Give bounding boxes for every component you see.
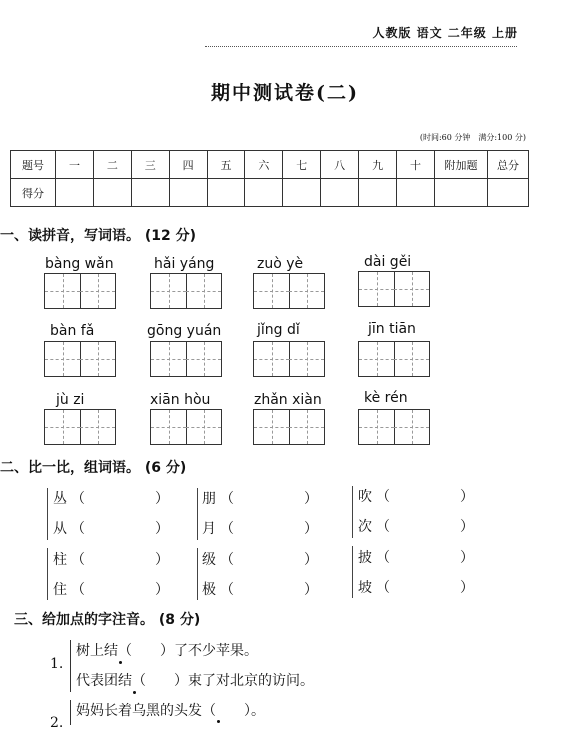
compare-char: 次 (358, 519, 372, 535)
compare-char: 丛 (53, 491, 67, 507)
pinyin-label: jǐng dǐ (257, 322, 300, 338)
group-bracket (47, 548, 48, 600)
answer-blank[interactable]: （ ） (71, 521, 169, 537)
compare-item (53, 518, 169, 538)
score-cell[interactable] (488, 179, 529, 207)
section-heading: 二、比一比，组词语。 (6 分) (0, 460, 187, 476)
compare-item (358, 516, 474, 536)
writing-grid[interactable] (150, 341, 222, 377)
score-cell[interactable] (245, 179, 283, 207)
score-cell[interactable] (131, 179, 169, 207)
score-cell[interactable] (93, 179, 131, 207)
section-heading: 三、给加点的字注音。 (8 分) (14, 612, 201, 628)
table-cell: 题号 (11, 151, 56, 179)
score-cell[interactable] (321, 179, 359, 207)
pinyin-label: bàn fǎ (50, 323, 95, 339)
fill-sentence[interactable]: 代表团结（ ）束了对北京的访问。 (76, 673, 314, 689)
compare-item (53, 579, 169, 599)
writing-grid[interactable] (358, 271, 430, 307)
answer-blank[interactable]: （ ） (376, 580, 474, 596)
compare-char: 极 (202, 582, 216, 598)
writing-grid[interactable] (253, 273, 325, 309)
emphasis-dot (217, 720, 220, 723)
question-number: 2. (50, 715, 64, 731)
answer-blank[interactable]: （ ） (71, 582, 169, 598)
writing-grid[interactable] (358, 341, 430, 377)
pinyin-label: zuò yè (257, 256, 304, 272)
compare-char: 披 (358, 550, 372, 566)
answer-blank[interactable]: （ ） (376, 489, 474, 505)
answer-blank[interactable]: （ ） (376, 550, 474, 566)
compare-item (202, 518, 318, 538)
writing-grid[interactable] (358, 409, 430, 445)
section-heading: 一、读拼音，写词语。 (12 分) (0, 228, 197, 244)
score-cell[interactable] (207, 179, 245, 207)
writing-grid[interactable] (253, 409, 325, 445)
score-cell[interactable] (435, 179, 488, 207)
table-cell: 五 (207, 151, 245, 179)
table-cell: 十 (397, 151, 435, 179)
score-cell[interactable] (169, 179, 207, 207)
pinyin-label: gōng yuán (147, 323, 222, 339)
writing-grid[interactable] (44, 273, 116, 309)
group-bracket (197, 548, 198, 600)
compare-char: 朋 (202, 491, 216, 507)
answer-blank[interactable]: （ ） (71, 552, 169, 568)
fill-sentence[interactable]: 妈妈长着乌黑的头发（ ）。 (76, 703, 265, 719)
compare-char: 月 (202, 521, 216, 537)
writing-grid[interactable] (150, 409, 222, 445)
question-number: 1. (50, 656, 64, 672)
table-row (11, 179, 529, 207)
score-cell[interactable] (359, 179, 397, 207)
emphasis-dot (119, 661, 122, 664)
table-cell: 附加题 (435, 151, 488, 179)
group-bracket (70, 700, 71, 725)
answer-blank[interactable]: （ ） (71, 491, 169, 507)
compare-char: 吹 (358, 489, 372, 505)
table-cell: 六 (245, 151, 283, 179)
score-cell[interactable] (397, 179, 435, 207)
compare-char: 从 (53, 521, 67, 537)
answer-blank[interactable]: （ ） (220, 552, 318, 568)
table-row (11, 151, 529, 179)
group-bracket (197, 488, 198, 540)
compare-char: 住 (53, 582, 67, 598)
writing-grid[interactable] (44, 341, 116, 377)
group-bracket (352, 546, 353, 598)
compare-char: 坡 (358, 580, 372, 596)
table-cell: 七 (283, 151, 321, 179)
score-table (10, 150, 529, 207)
table-cell: 三 (131, 151, 169, 179)
compare-char: 柱 (53, 552, 67, 568)
table-cell: 一 (56, 151, 94, 179)
pinyin-label: bàng wǎn (45, 256, 114, 272)
table-cell: 总分 (488, 151, 529, 179)
answer-blank[interactable]: （ ） (220, 521, 318, 537)
time-info: (时间:60 分钟 满分:100 分) (419, 133, 526, 142)
pinyin-label: dài gěi (364, 254, 412, 270)
writing-grid[interactable] (44, 409, 116, 445)
compare-item (358, 547, 474, 567)
answer-blank[interactable]: （ ） (220, 582, 318, 598)
compare-item (53, 549, 169, 569)
compare-item (53, 488, 169, 508)
compare-item (358, 486, 474, 506)
compare-item (358, 577, 474, 597)
page-title: 期中测试卷(二) (211, 82, 359, 104)
compare-item (202, 549, 318, 569)
table-cell: 八 (321, 151, 359, 179)
compare-item (202, 579, 318, 599)
header-divider (205, 46, 517, 47)
writing-grid[interactable] (150, 273, 222, 309)
score-cell[interactable] (283, 179, 321, 207)
fill-sentence[interactable]: 树上结（ ）了不少苹果。 (76, 643, 258, 659)
table-cell: 四 (169, 151, 207, 179)
edition-label: 人教版 语文 二年级 上册 (372, 26, 518, 40)
writing-grid[interactable] (253, 341, 325, 377)
table-cell: 二 (93, 151, 131, 179)
group-bracket (70, 640, 71, 692)
pinyin-label: jīn tiān (368, 321, 416, 337)
compare-item (202, 488, 318, 508)
pinyin-label: zhǎn xiàn (254, 392, 322, 408)
emphasis-dot (133, 691, 136, 694)
answer-blank[interactable]: （ ） (220, 491, 318, 507)
group-bracket (352, 486, 353, 538)
pinyin-label: kè rén (364, 390, 408, 406)
table-cell: 得分 (11, 179, 56, 207)
table-cell: 九 (359, 151, 397, 179)
answer-blank[interactable]: （ ） (376, 519, 474, 535)
pinyin-label: xiān hòu (150, 392, 211, 408)
score-cell[interactable] (56, 179, 94, 207)
pinyin-label: hǎi yáng (154, 256, 215, 272)
compare-char: 级 (202, 552, 216, 568)
group-bracket (47, 488, 48, 540)
pinyin-label: jù zi (56, 392, 85, 408)
